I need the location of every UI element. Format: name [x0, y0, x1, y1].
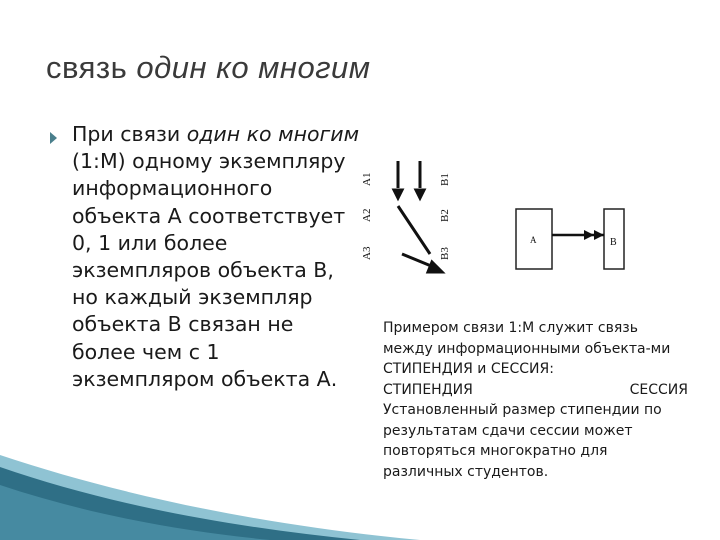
example-text	[383, 318, 688, 482]
one-to-many-instance-diagram	[358, 158, 458, 283]
decorative-swoosh	[0, 455, 420, 540]
arrowhead-b3	[428, 262, 442, 272]
bullet-italic: один ко многим	[186, 122, 360, 146]
example-entities-row	[383, 380, 688, 401]
title-italic: один ко многим	[136, 50, 371, 85]
slide-title	[46, 50, 371, 86]
bullet-arrow-icon	[50, 132, 57, 144]
a2-label: А2	[361, 208, 373, 222]
arrowhead-b2	[416, 190, 424, 198]
bullet-part-2: (1:М) одному экземпляру информационного объекта А соответствует 0, 1 или более экземпляров объекта В, но каждый экземпляр объекта В связан не более чем с 1 экземпляром объекта А.	[72, 149, 346, 391]
bullet-text	[72, 121, 362, 393]
example-line-2: Установленный размер стипендии по результатам сдачи сессии может повторяться многократно для различных студентов.	[383, 402, 662, 480]
arrowhead-b1	[394, 190, 402, 198]
b3-label: В3	[439, 247, 451, 260]
entity-link-arrowhead-2	[584, 230, 594, 240]
example-line-1: Примером связи 1:М служит связь между информационными объекта-ми СТИПЕНДИЯ и СЕССИЯ:	[383, 320, 671, 377]
entity-link-diagram	[510, 205, 630, 275]
a1-label: А1	[361, 172, 373, 186]
link-a2-b3	[398, 206, 430, 254]
b2-label: В2	[439, 209, 451, 222]
example-left-entity: СТИПЕНДИЯ	[383, 381, 473, 398]
bullet-part-1: При связи	[72, 122, 187, 146]
b1-label: В1	[439, 173, 451, 186]
entity-link-arrowhead-1	[594, 230, 604, 240]
entity-b-label: В	[610, 237, 617, 248]
example-right-entity: СЕССИЯ	[629, 381, 688, 398]
a3-label: А3	[361, 246, 373, 260]
title-plain: связь	[46, 50, 137, 85]
entity-a-label: А	[530, 235, 537, 245]
